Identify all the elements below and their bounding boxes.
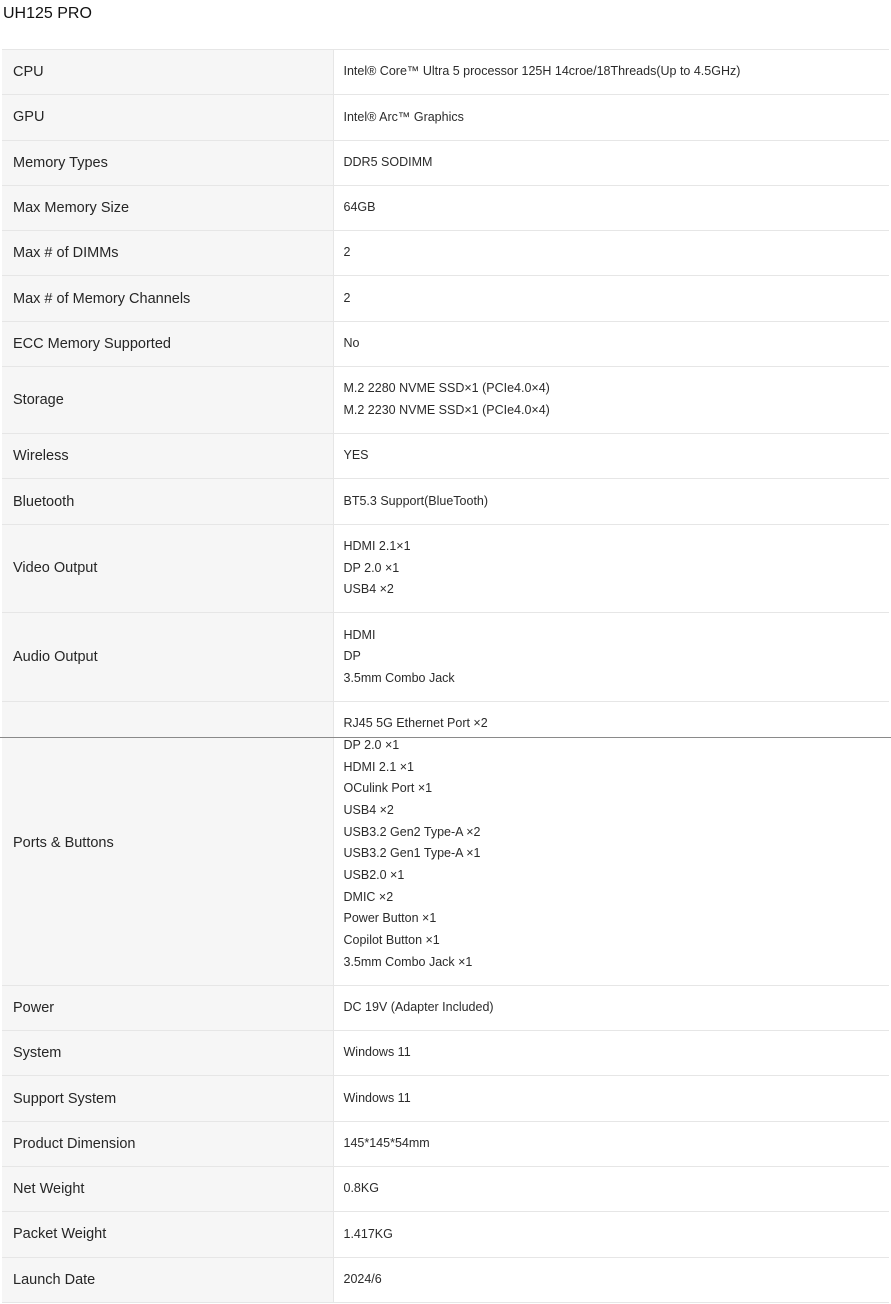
spec-value xyxy=(333,985,889,1030)
spec-value-line: 0.8KG xyxy=(343,1181,379,1196)
spec-label: Ports & Buttons xyxy=(2,701,333,985)
spec-value xyxy=(333,185,889,230)
spec-label: Bluetooth xyxy=(2,479,333,524)
spec-label: Video Output xyxy=(2,524,333,613)
spec-value xyxy=(333,701,889,985)
spec-value-line: 2 xyxy=(343,245,351,260)
spec-label: Support System xyxy=(2,1076,333,1121)
table-row xyxy=(2,1212,889,1257)
table-row xyxy=(2,321,889,366)
spec-label: Storage xyxy=(2,367,333,434)
spec-value xyxy=(333,1167,889,1212)
spec-value-line: YES xyxy=(343,448,369,463)
spec-label: Wireless xyxy=(2,434,333,479)
spec-value-line: DMIC ×2 xyxy=(343,889,394,904)
spec-value-line: USB2.0 ×1 xyxy=(343,868,405,883)
spec-value xyxy=(333,276,889,321)
spec-label: Audio Output xyxy=(2,613,333,702)
spec-label: CPU xyxy=(2,50,333,95)
table-row xyxy=(2,479,889,524)
spec-value xyxy=(333,50,889,95)
spec-label: Launch Date xyxy=(2,1257,333,1302)
spec-value-line: 2 xyxy=(343,290,351,305)
table-row xyxy=(2,613,889,702)
table-row xyxy=(2,1167,889,1212)
table-row xyxy=(2,231,889,276)
spec-value xyxy=(333,479,889,524)
table-row xyxy=(2,95,889,140)
page-title: UH125 PRO xyxy=(3,5,92,22)
spec-value-line: M.2 2280 NVME SSD×1 (PCIe4.0×4) xyxy=(343,381,550,396)
spec-table xyxy=(2,49,889,1303)
spec-value xyxy=(333,1121,889,1166)
spec-value-line: No xyxy=(343,336,360,351)
spec-value xyxy=(333,434,889,479)
spec-label: Product Dimension xyxy=(2,1121,333,1166)
spec-value-line: 64GB xyxy=(343,200,376,215)
table-row xyxy=(2,701,889,985)
spec-value xyxy=(333,524,889,613)
table-row xyxy=(2,1257,889,1302)
spec-value-line: 2024/6 xyxy=(343,1271,382,1286)
spec-value-line: 3.5mm Combo Jack ×1 xyxy=(343,954,473,969)
spec-label: ECC Memory Supported xyxy=(2,321,333,366)
spec-value xyxy=(333,1212,889,1257)
spec-value-line: DP 2.0 ×1 xyxy=(343,560,400,575)
spec-value-line: USB4 ×2 xyxy=(343,582,394,597)
spec-value-line: BT5.3 Support(BlueTooth) xyxy=(343,493,489,508)
spec-value xyxy=(333,1257,889,1302)
spec-value-line: RJ45 5G Ethernet Port ×2 xyxy=(343,716,488,731)
spec-value xyxy=(333,140,889,185)
spec-value-line: Power Button ×1 xyxy=(343,911,437,926)
spec-label: GPU xyxy=(2,95,333,140)
spec-value-line: Windows 11 xyxy=(343,1090,411,1105)
table-row xyxy=(2,276,889,321)
spec-value-line: USB4 ×2 xyxy=(343,802,394,817)
table-row xyxy=(2,140,889,185)
spec-value xyxy=(333,321,889,366)
spec-value xyxy=(333,95,889,140)
spec-value-line: USB3.2 Gen2 Type-A ×2 xyxy=(343,824,481,839)
spec-label: Max Memory Size xyxy=(2,185,333,230)
spec-label: Max # of DIMMs xyxy=(2,231,333,276)
spec-value-line: HDMI 2.1×1 xyxy=(343,538,411,553)
spec-value xyxy=(333,231,889,276)
spec-value-line: OCulink Port ×1 xyxy=(343,781,433,796)
table-row xyxy=(2,185,889,230)
spec-value xyxy=(333,1031,889,1076)
table-row xyxy=(2,985,889,1030)
spec-value-line: 3.5mm Combo Jack xyxy=(343,670,455,685)
spec-value-line: Intel® Arc™ Graphics xyxy=(343,109,464,124)
spec-value-line: HDMI 2.1 ×1 xyxy=(343,759,415,774)
spec-label: Packet Weight xyxy=(2,1212,333,1257)
spec-value-line: HDMI xyxy=(343,627,376,642)
spec-value-line: M.2 2230 NVME SSD×1 (PCIe4.0×4) xyxy=(343,403,550,418)
spec-value-line: Windows 11 xyxy=(343,1045,411,1060)
table-row xyxy=(2,1076,889,1121)
spec-label: Max # of Memory Channels xyxy=(2,276,333,321)
spec-label: Net Weight xyxy=(2,1167,333,1212)
spec-value-line: DP 2.0 ×1 xyxy=(343,737,400,752)
spec-value-line: 1.417KG xyxy=(343,1226,393,1241)
table-row xyxy=(2,50,889,95)
spec-value-line: DC 19V (Adapter Included) xyxy=(343,1000,494,1015)
table-row xyxy=(2,1031,889,1076)
spec-value-line: DDR5 SODIMM xyxy=(343,154,433,169)
spec-value-line: Intel® Core™ Ultra 5 processor 125H 14croe/18Threads(Up to 4.5GHz) xyxy=(343,64,741,79)
spec-value xyxy=(333,613,889,702)
spec-label: System xyxy=(2,1031,333,1076)
spec-value-line: 145*145*54mm xyxy=(343,1136,430,1151)
table-row xyxy=(2,1121,889,1166)
spec-label: Memory Types xyxy=(2,140,333,185)
spec-value-line: USB3.2 Gen1 Type-A ×1 xyxy=(343,846,481,861)
spec-value-line: Copilot Button ×1 xyxy=(343,933,440,948)
table-row xyxy=(2,434,889,479)
divider-line xyxy=(0,737,891,738)
spec-value xyxy=(333,367,889,434)
table-row xyxy=(2,367,889,434)
spec-value xyxy=(333,1076,889,1121)
table-row xyxy=(2,524,889,613)
spec-label: Power xyxy=(2,985,333,1030)
spec-value-line: DP xyxy=(343,649,361,664)
